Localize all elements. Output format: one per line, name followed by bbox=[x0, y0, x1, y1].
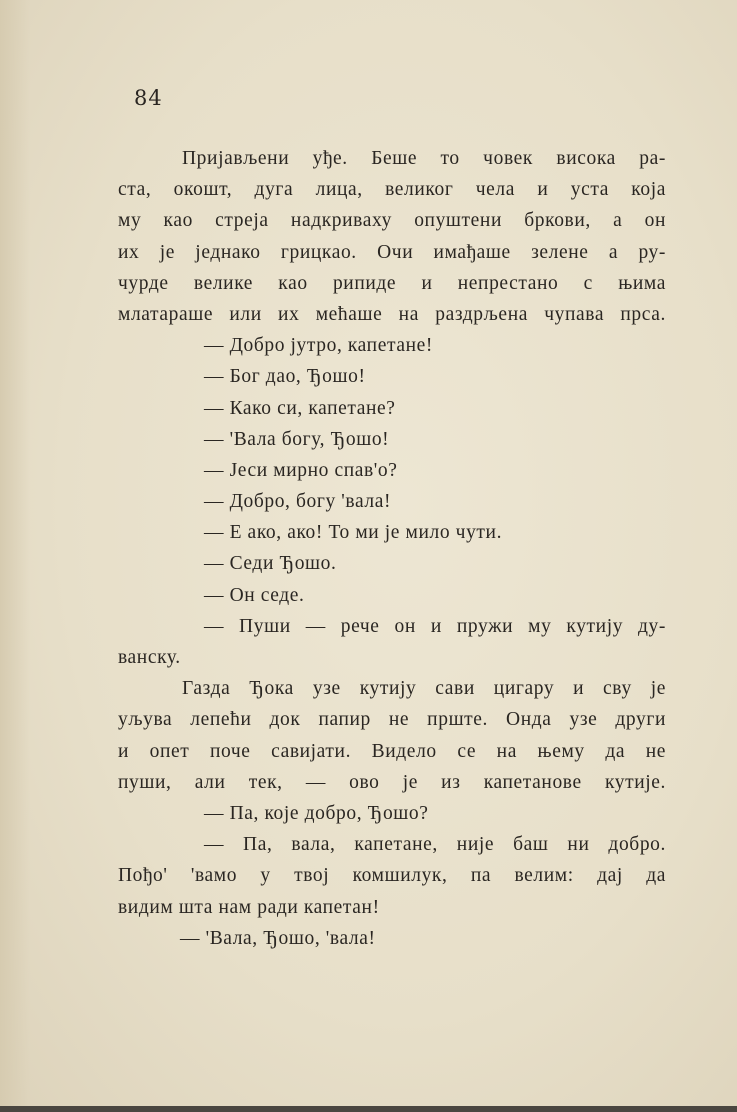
text-line: Газда Ђока узе кутију сави цигару и сву је bbox=[182, 678, 666, 700]
dialogue-line: — Бог дао, Ђошо! bbox=[204, 366, 366, 388]
page-number: 84 bbox=[134, 86, 163, 110]
text-line: видим шта нам ради капетан! bbox=[118, 896, 380, 918]
dialogue-line: — 'Вала богу, Ђошо! bbox=[204, 428, 390, 450]
dialogue-line: — Како си, капетане? bbox=[204, 397, 396, 419]
dialogue-line: — Па, вала, капетане, није баш ни добро. bbox=[204, 834, 666, 856]
text-line: их је једнако грицкао. Очи имађаше зелене а ру- bbox=[118, 241, 666, 263]
dialogue-line: — Пуши — рече он и пружи му кутију ду- bbox=[204, 615, 666, 637]
text-line: ванску. bbox=[118, 647, 181, 668]
text-line: млатараше или их мећаше на раздрљена чупава прса. bbox=[118, 303, 666, 325]
dialogue-line: — Јеси мирно спав'о? bbox=[204, 459, 398, 481]
page-bottom-edge bbox=[0, 1106, 737, 1112]
dialogue-line: — 'Вала, Ђошо, 'вала! bbox=[180, 927, 376, 949]
text-line: чурде велике као рипиде и непрестано с њима bbox=[118, 272, 666, 294]
text-line: ста, окошт, дуга лица, великог чела и уста која bbox=[118, 179, 666, 201]
text-line: Пођо' 'вамо у твој комшилук, па велим: дај да bbox=[118, 865, 666, 887]
dialogue-line: — Он седе. bbox=[204, 584, 305, 606]
text-line: уљува лепећи док папир не прште. Онда узе други bbox=[118, 709, 666, 731]
page-gutter-shade bbox=[0, 0, 30, 1112]
dialogue-line: — Добро, богу 'вала! bbox=[204, 491, 392, 513]
text-line: и опет поче савијати. Видело се на њему да не bbox=[118, 740, 666, 762]
text-line: Пријављени уђе. Беше то човек висока ра- bbox=[182, 148, 666, 169]
text-line: пуши, али тек, — ово је из капетанове кутије. bbox=[118, 771, 666, 793]
dialogue-line: — Е ако, ако! То ми је мило чути. bbox=[204, 522, 503, 544]
page-text bbox=[118, 143, 666, 954]
dialogue-line: — Добро јутро, капетане! bbox=[204, 335, 433, 357]
dialogue-line: — Па, које добро, Ђошо? bbox=[204, 802, 429, 824]
text-line: му као стреја надкриваху опуштени бркови, а он bbox=[118, 210, 666, 232]
dialogue-line: — Седи Ђошо. bbox=[204, 553, 337, 575]
